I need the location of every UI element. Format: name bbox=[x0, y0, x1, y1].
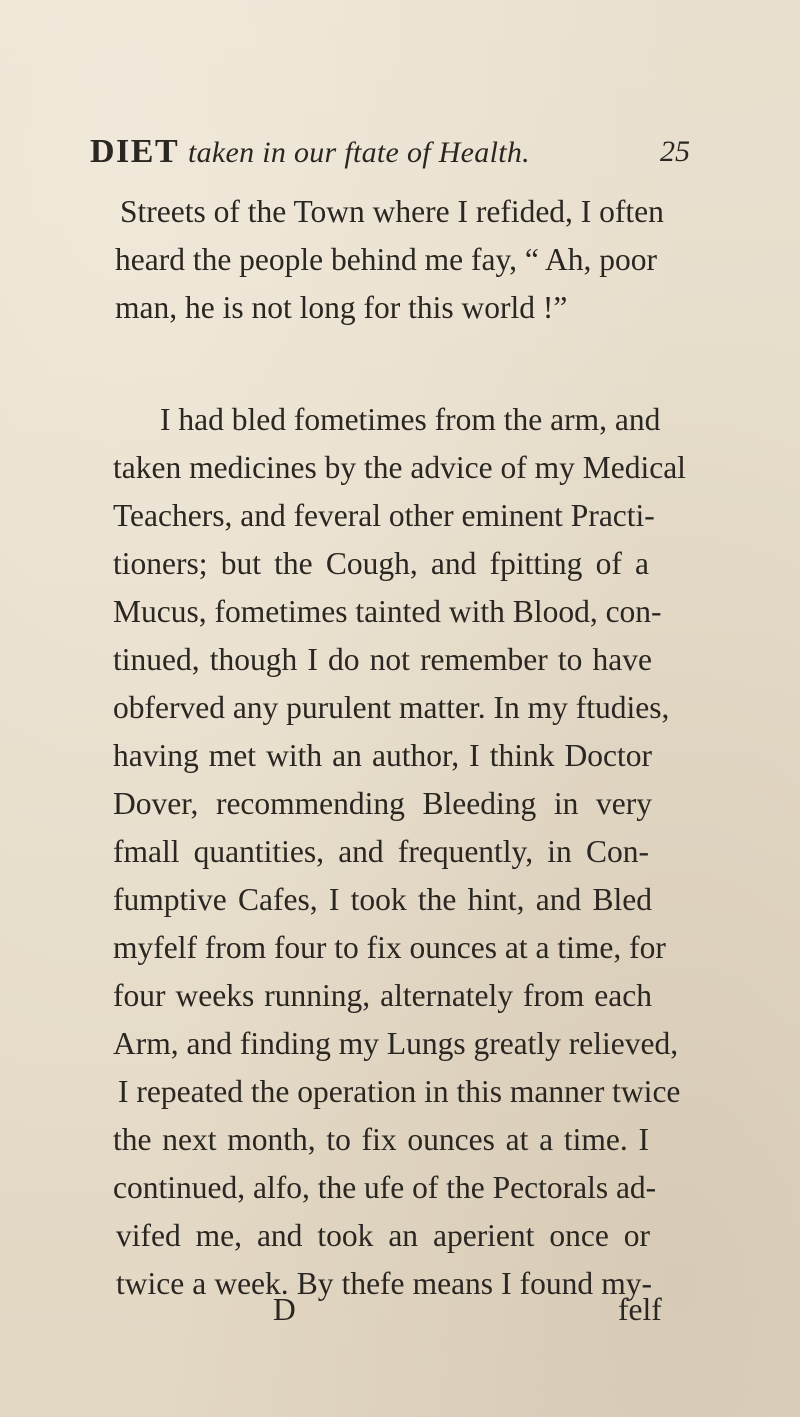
text-line bbox=[0, 1068, 800, 1116]
text-line-content: I had bled fometimes from the arm, and bbox=[160, 402, 661, 437]
text-line bbox=[0, 924, 800, 972]
text-line bbox=[0, 828, 800, 876]
text-line bbox=[0, 492, 800, 540]
text-line-content: fumptive Cafes, I took the hint, and Bled bbox=[113, 882, 652, 917]
text-line bbox=[0, 284, 800, 332]
text-line bbox=[0, 396, 800, 444]
text-line bbox=[0, 188, 800, 236]
text-line-content: man, he is not long for this world !” bbox=[115, 290, 568, 325]
text-line bbox=[0, 732, 800, 780]
text-line bbox=[0, 972, 800, 1020]
text-line-content: having met with an author, I think Doctor bbox=[113, 738, 652, 773]
text-line bbox=[0, 1020, 800, 1068]
text-line-content: the next month, to fix ounces at a time. I bbox=[113, 1122, 649, 1157]
text-line-content: fmall quantities, and frequently, in Con- bbox=[113, 834, 649, 869]
text-line-content: Dover, recommending Bleeding in very bbox=[113, 786, 652, 821]
text-line-content: Streets of the Town where I refided, I often bbox=[120, 194, 664, 229]
catchword: felf bbox=[618, 1292, 662, 1327]
signature-mark: D bbox=[273, 1292, 296, 1327]
text-line-content: four weeks running, alternately from each bbox=[113, 978, 652, 1013]
text-line bbox=[0, 444, 800, 492]
page-footer bbox=[0, 1292, 800, 1340]
running-header bbox=[90, 133, 690, 183]
text-line bbox=[0, 236, 800, 284]
running-title-caps: DIET bbox=[90, 133, 180, 170]
text-line bbox=[0, 1212, 800, 1260]
text-line-content: continued, alfo, the ufe of the Pectorals ad- bbox=[113, 1170, 657, 1205]
text-line bbox=[0, 684, 800, 732]
text-line-content: tioners; but the Cough, and fpitting of a bbox=[113, 546, 649, 581]
page-number: 25 bbox=[660, 135, 690, 168]
text-line bbox=[0, 1116, 800, 1164]
text-line bbox=[0, 588, 800, 636]
text-line bbox=[0, 636, 800, 684]
running-title-italic: taken in our ftate of Health. bbox=[187, 136, 530, 169]
text-line-content: I repeated the operation in this manner twice bbox=[118, 1074, 681, 1109]
text-line bbox=[0, 540, 800, 588]
text-line bbox=[0, 332, 800, 380]
text-line-content: Arm, and finding my Lungs greatly relieved, bbox=[113, 1026, 679, 1061]
text-line-content: obferved any purulent matter. In my ftudies, bbox=[113, 690, 670, 725]
text-line bbox=[0, 780, 800, 828]
text-line-content: heard the people behind me fay, “ Ah, poor bbox=[115, 242, 658, 277]
text-line bbox=[0, 876, 800, 924]
text-line-content: taken medicines by the advice of my Medical bbox=[113, 450, 686, 485]
text-line-content: tinued, though I do not remember to have bbox=[113, 642, 652, 677]
text-line-content: twice a week. By thefe means I found my- bbox=[116, 1266, 652, 1301]
text-line-content: Teachers, and feveral other eminent Practi- bbox=[113, 498, 655, 533]
body-text bbox=[0, 188, 800, 1328]
text-line-content: vifed me, and took an aperient once or bbox=[116, 1218, 650, 1253]
text-line-content: Mucus, fometimes tainted with Blood, con- bbox=[113, 594, 662, 629]
text-line bbox=[0, 1164, 800, 1212]
text-line-content: myfelf from four to fix ounces at a time, for bbox=[113, 930, 666, 965]
running-title bbox=[90, 133, 530, 171]
